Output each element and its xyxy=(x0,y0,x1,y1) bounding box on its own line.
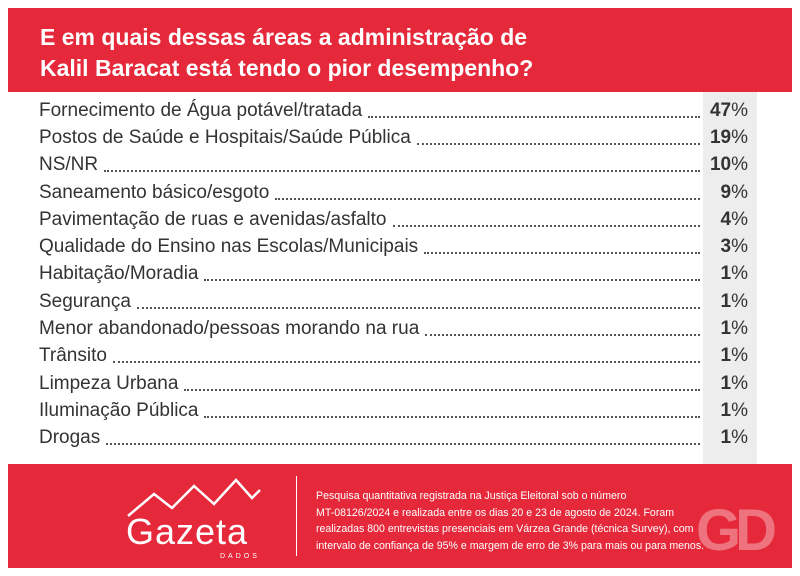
dot-leader xyxy=(204,279,700,281)
logo-subtitle: DADOS xyxy=(220,553,260,560)
dot-leader xyxy=(275,198,700,200)
table-row xyxy=(8,97,748,124)
row-value-number: 1 xyxy=(720,345,732,367)
row-label: Pavimentação de ruas e avenidas/asfalto xyxy=(39,208,387,230)
row-value-number: 3 xyxy=(720,236,732,258)
row-value-number: 4 xyxy=(720,208,732,230)
row-label: Qualidade do Ensino nas Escolas/Municipais xyxy=(39,236,419,258)
dot-leader xyxy=(417,143,700,145)
dot-leader xyxy=(425,334,700,336)
results-rows xyxy=(8,97,792,452)
row-value xyxy=(706,318,748,340)
footer-divider xyxy=(296,476,297,556)
table-row xyxy=(8,397,748,424)
row-value xyxy=(706,373,748,395)
row-value-number: 1 xyxy=(720,372,732,394)
row-label: Fornecimento de Água potável/tratada xyxy=(39,99,363,121)
dot-leader xyxy=(104,170,700,172)
table-row xyxy=(8,206,748,233)
row-value-number: 47 xyxy=(709,99,732,121)
methodology-line: Pesquisa quantitativa registrada na Justiça Eleitoral sob o número xyxy=(316,490,627,502)
row-value xyxy=(706,154,748,176)
row-value xyxy=(706,400,748,422)
row-value xyxy=(706,263,748,285)
title-banner xyxy=(8,8,792,92)
table-row xyxy=(8,124,748,151)
dot-leader xyxy=(393,225,701,227)
table-row xyxy=(8,425,748,452)
percent-sign: % xyxy=(731,208,748,230)
page-title-line-1: E em quais dessas áreas a administração de xyxy=(40,24,528,50)
row-label: Postos de Saúde e Hospitais/Saúde Pública xyxy=(39,126,411,148)
methodology-line: MT-08126/2024 e realizada entre os dias 20 e 23 de agosto de 2024. Foram xyxy=(316,506,675,519)
row-value xyxy=(706,236,748,258)
row-label: Iluminação Pública xyxy=(39,399,199,421)
row-value-number: 1 xyxy=(720,263,732,285)
table-row xyxy=(8,152,748,179)
percent-sign: % xyxy=(731,427,748,449)
table-row xyxy=(8,315,748,342)
table-row xyxy=(8,370,748,397)
percent-sign: % xyxy=(731,236,748,258)
dot-leader xyxy=(113,361,700,363)
logo-wordmark: Gazeta xyxy=(126,511,249,552)
percent-sign: % xyxy=(731,126,748,148)
row-label: Menor abandonado/pessoas morando na rua xyxy=(39,318,420,340)
row-label: Segurança xyxy=(39,290,131,312)
row-label: NS/NR xyxy=(39,154,99,176)
row-value-number: 1 xyxy=(720,427,732,449)
table-row xyxy=(8,179,748,206)
row-label: Limpeza Urbana xyxy=(39,372,179,394)
percent-sign: % xyxy=(731,154,748,176)
row-value xyxy=(706,182,748,204)
footer-banner xyxy=(8,464,792,568)
row-value xyxy=(706,100,748,122)
dot-leader xyxy=(368,116,700,118)
percent-sign: % xyxy=(731,181,748,203)
percent-sign: % xyxy=(731,318,748,340)
table-row xyxy=(8,233,748,260)
row-value xyxy=(706,127,748,149)
percent-sign: % xyxy=(731,399,748,421)
watermark-logo: GD xyxy=(696,498,771,563)
dot-leader xyxy=(106,443,700,445)
row-label: Habitação/Moradia xyxy=(39,263,199,285)
percent-sign: % xyxy=(731,263,748,285)
row-value-number: 10 xyxy=(709,154,732,176)
row-label: Saneamento básico/esgoto xyxy=(39,181,270,203)
row-value xyxy=(706,291,748,313)
methodology-line: realizadas 800 entrevistas presenciais em Várzea Grande (técnica Survey), com xyxy=(316,523,694,535)
table-row xyxy=(8,343,748,370)
percent-sign: % xyxy=(731,372,748,394)
row-label: Trânsito xyxy=(39,345,107,367)
row-value xyxy=(706,427,748,449)
dot-leader xyxy=(424,252,700,254)
percent-sign: % xyxy=(731,99,748,121)
table-row xyxy=(8,261,748,288)
row-value xyxy=(706,209,748,231)
dot-leader xyxy=(137,307,700,309)
row-value xyxy=(706,345,748,367)
methodology-line: intervalo de confiança de 95% e margem de erro de 3% para mais ou para menos. xyxy=(316,539,705,552)
percent-sign: % xyxy=(731,290,748,312)
percent-sign: % xyxy=(731,345,748,367)
dot-leader xyxy=(184,389,700,391)
row-value-number: 9 xyxy=(720,181,732,203)
page-title-line-2: Kalil Baracat está tendo o pior desempenho? xyxy=(40,55,534,81)
row-value-number: 1 xyxy=(720,399,732,421)
row-value-number: 1 xyxy=(720,318,732,340)
row-value-number: 19 xyxy=(709,126,732,148)
row-value-number: 1 xyxy=(720,290,732,312)
row-label: Drogas xyxy=(39,427,101,449)
results-table xyxy=(8,92,792,464)
gazeta-logo xyxy=(112,478,282,560)
dot-leader xyxy=(204,416,700,418)
table-row xyxy=(8,288,748,315)
